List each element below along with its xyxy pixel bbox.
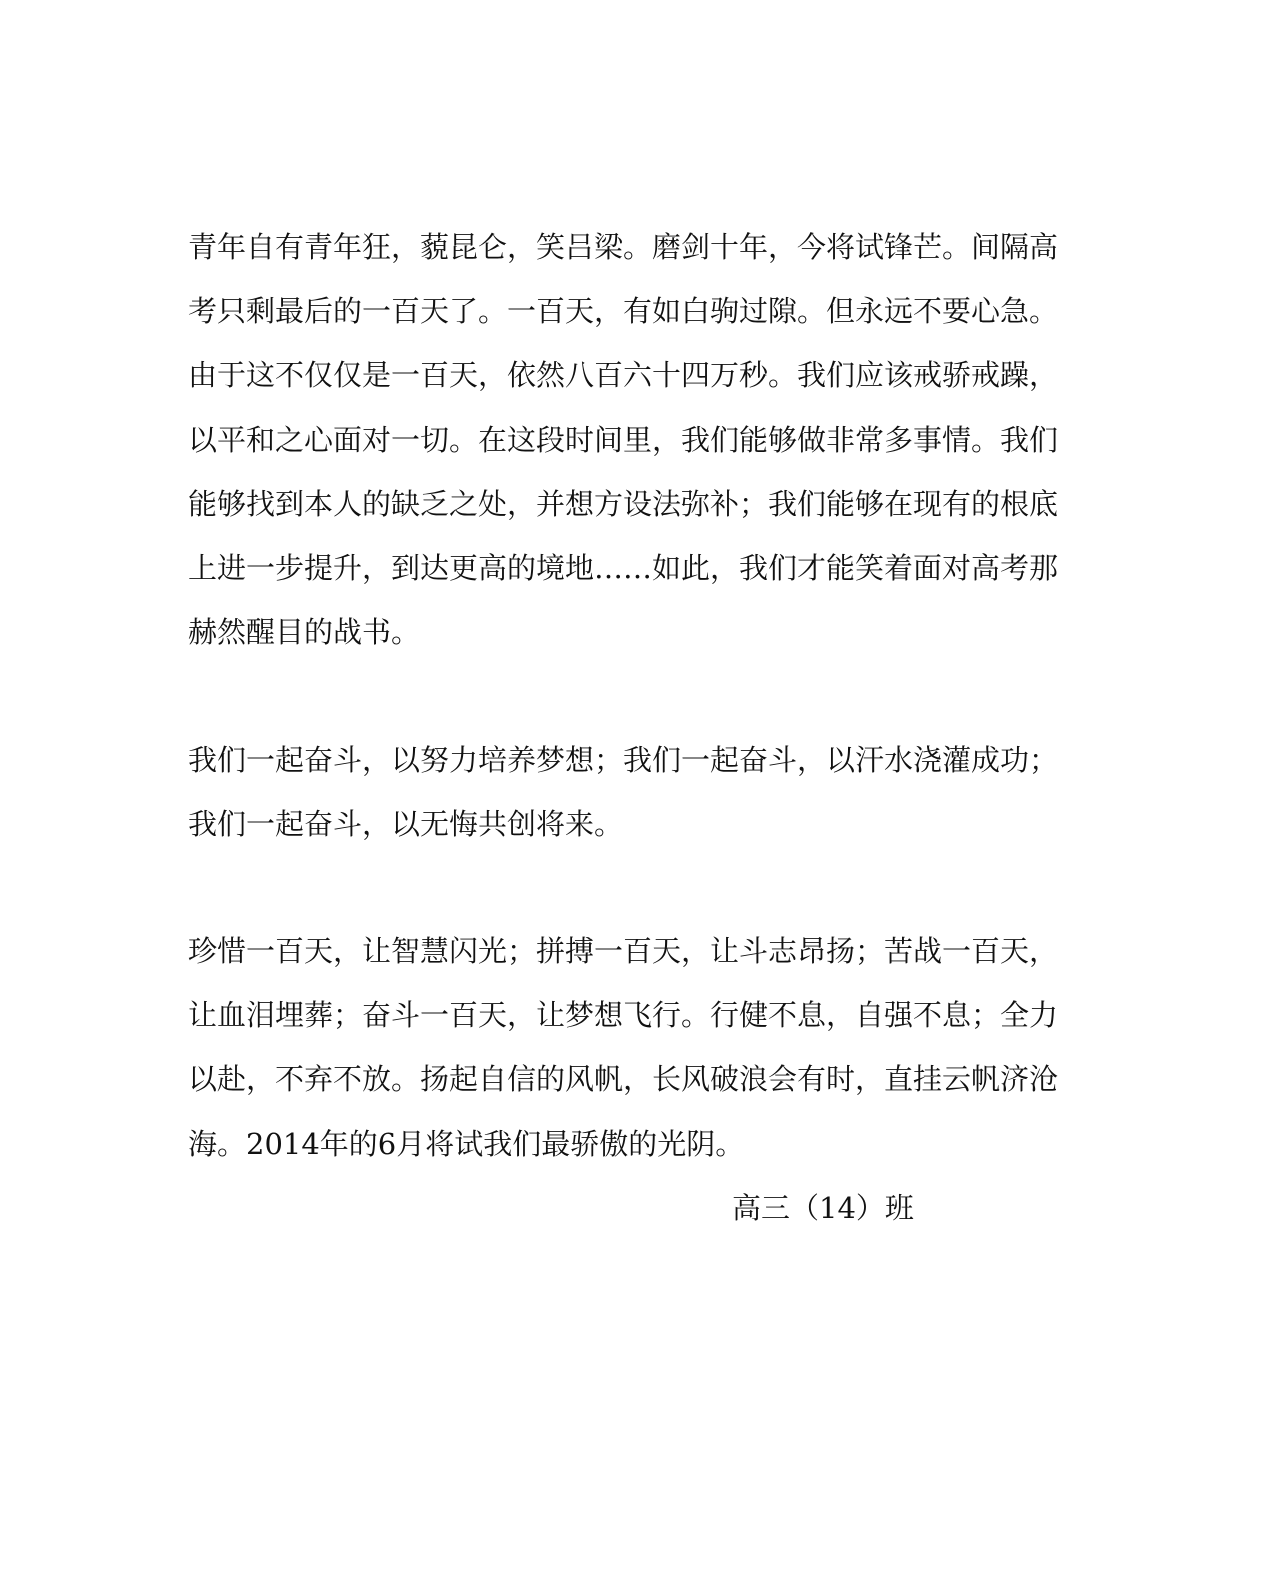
paragraph-line: 上进一步提升，到达更高的境地……如此，我们才能笑着面对高考那: [188, 551, 1059, 586]
paragraph-line: 我们一起奋斗，以努力培养梦想；我们一起奋斗，以汗水浇灌成功；: [188, 743, 1059, 777]
paragraph-line: 能够找到本人的缺乏之处，并想方设法弥补；我们能够在现有的根底: [188, 486, 1059, 521]
paragraph-line: 珍惜一百天，让智慧闪光；拼搏一百天，让斗志昂扬；苦战一百天，: [188, 934, 1059, 968]
signature-class-name: 高三（14）班: [732, 1191, 914, 1225]
paragraph-2: [188, 728, 1059, 856]
paragraph-line: 由于这不仅仅是一百天，依然八百六十四万秒。我们应该戒骄戒躁，: [188, 358, 1059, 393]
paragraph-line: 考只剩最后的一百天了。一百天，有如白驹过隙。但永远不要心急。: [188, 294, 1059, 329]
paragraph-line: 我们一起奋斗，以无悔共创将来。: [188, 807, 624, 842]
paragraph-line: 以平和之心面对一切。在这段时间里，我们能够做非常多事情。我们: [188, 422, 1059, 457]
paragraph-line: 让血泪埋葬；奋斗一百天，让梦想飞行。行健不息，自强不息；全力: [188, 998, 1059, 1033]
paragraph-line: 以赴，不弃不放。扬起自信的风帆，长风破浪会有时，直挂云帆济沧: [188, 1062, 1059, 1097]
paragraph-line: 赫然醒目的战书。: [188, 615, 421, 650]
paragraph-1: [188, 215, 1059, 664]
paragraph-3: [188, 919, 1059, 1176]
paragraph-line: 海。2014年的6月将试我们最骄傲的光阴。: [188, 1126, 745, 1161]
paragraph-line: 青年自有青年狂，藐昆仑，笑吕梁。磨剑十年，今将试锋芒。间隔高: [188, 230, 1059, 264]
